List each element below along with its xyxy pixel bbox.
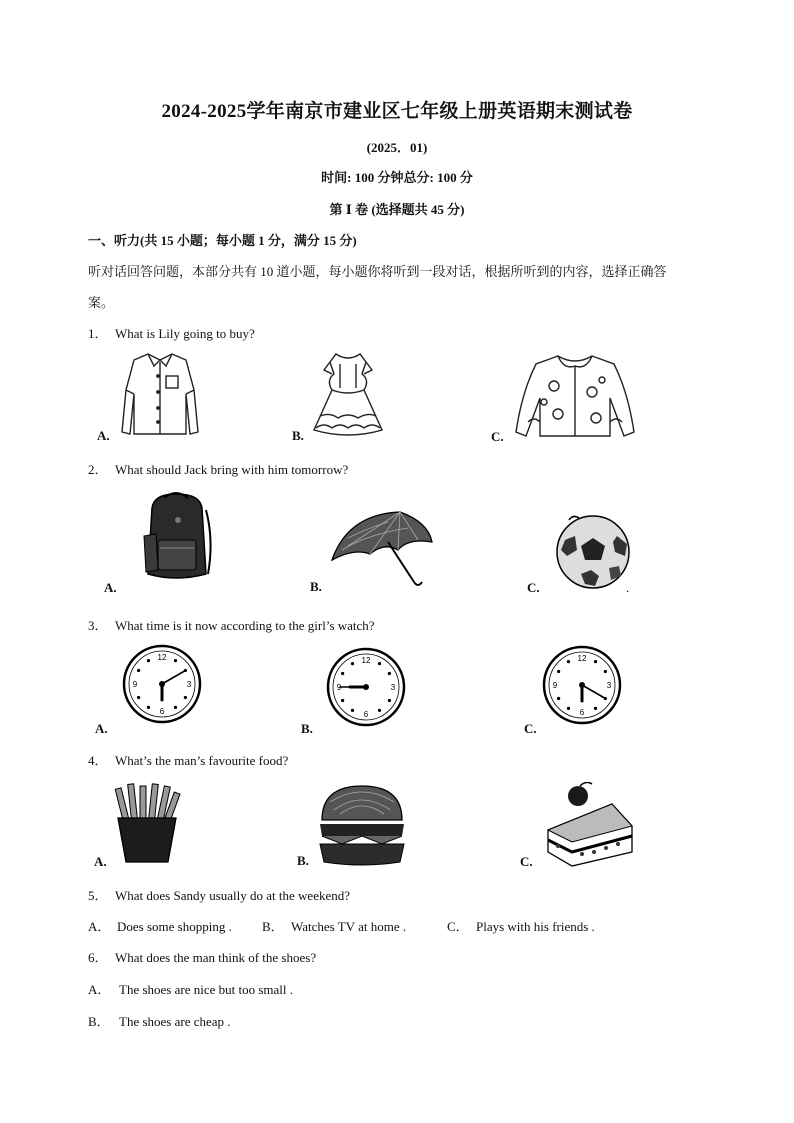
question-number: 5．: [88, 888, 108, 903]
svg-text:6: 6: [579, 708, 585, 717]
option-label: B．: [262, 919, 284, 934]
backpack-icon[interactable]: [140, 490, 214, 582]
option-text: The shoes are cheap .: [119, 1014, 231, 1029]
svg-text:3: 3: [390, 683, 396, 692]
dress-icon[interactable]: [310, 350, 386, 438]
shirt-icon[interactable]: [120, 350, 200, 438]
instruction-line-2: 案。: [88, 295, 115, 310]
option-c-label[interactable]: C.: [520, 854, 533, 869]
svg-text:3: 3: [606, 681, 612, 690]
volume-heading: 第 Ⅰ 卷 (选择题共 45 分): [329, 202, 465, 217]
svg-text:12: 12: [577, 654, 587, 663]
section-heading: 一、听力(共 15 小题；每小题 1 分，满分 15 分): [88, 233, 357, 248]
question-text: What time is it now according to the girl’s watch?: [115, 618, 375, 633]
svg-text:9: 9: [552, 681, 558, 690]
option-c[interactable]: [447, 916, 595, 935]
exam-date: (2025．01): [366, 140, 428, 155]
fries-icon[interactable]: [112, 782, 184, 864]
question-text: What should Jack bring with him tomorrow?: [115, 462, 349, 477]
option-b[interactable]: [262, 916, 406, 935]
stray-mark: .: [626, 580, 630, 595]
hamburger-icon[interactable]: [318, 784, 406, 866]
option-text: Watches TV at home .: [291, 919, 407, 934]
question-4: [88, 750, 288, 769]
question-text: What is Lily going to buy?: [115, 326, 255, 341]
question-number: 6．: [88, 950, 108, 965]
question-text: What does the man think of the shoes?: [115, 950, 317, 965]
option-a[interactable]: [88, 916, 232, 935]
question-number: 3．: [88, 618, 108, 633]
svg-text:6: 6: [159, 707, 165, 716]
question-number: 4．: [88, 753, 108, 768]
option-a-label[interactable]: A.: [94, 854, 107, 869]
option-label: C．: [447, 919, 469, 934]
option-c-label[interactable]: C.: [524, 721, 537, 736]
option-b-label[interactable]: B.: [310, 579, 322, 594]
exam-time-info: 时间: 100 分钟总分: 100 分: [321, 170, 473, 185]
question-1: [88, 323, 255, 342]
option-a[interactable]: [88, 979, 293, 998]
option-text: The shoes are nice but too small .: [119, 982, 294, 997]
instruction-line-1: 听对话回答问题，本部分共有 10 道小题，每小题你将听到一段对话，根据所听到的内容，选择正确答: [88, 264, 667, 279]
clock-icon[interactable]: [120, 642, 204, 726]
option-a-label[interactable]: A.: [95, 721, 108, 736]
clock-icon[interactable]: [540, 643, 624, 727]
svg-text:6: 6: [363, 710, 369, 719]
question-text: What’s the man’s favourite food?: [115, 753, 289, 768]
football-icon[interactable]: [551, 510, 635, 590]
question-2: [88, 459, 348, 478]
page-title: 2024-2025学年南京市建业区七年级上册英语期末测试卷: [161, 101, 633, 122]
option-b[interactable]: [88, 1011, 231, 1030]
option-b-label[interactable]: B.: [297, 853, 309, 868]
option-a-label[interactable]: A.: [97, 428, 110, 443]
option-text: Does some shopping .: [117, 919, 232, 934]
question-6: [88, 947, 316, 966]
cake-icon[interactable]: [542, 782, 636, 868]
svg-text:12: 12: [361, 656, 371, 665]
question-5: [88, 885, 350, 904]
option-label: B．: [88, 1014, 110, 1029]
jacket-icon[interactable]: [514, 352, 636, 440]
option-c-label[interactable]: C.: [527, 580, 540, 595]
svg-text:12: 12: [157, 653, 167, 662]
option-b-label[interactable]: B.: [301, 721, 313, 736]
option-c-label[interactable]: C.: [491, 429, 504, 444]
option-a-label[interactable]: A.: [104, 580, 117, 595]
option-b-label[interactable]: B.: [292, 428, 304, 443]
svg-text:3: 3: [186, 680, 192, 689]
option-label: A．: [88, 982, 111, 997]
question-number: 1．: [88, 326, 108, 341]
question-3: [88, 615, 375, 634]
umbrella-icon[interactable]: [328, 508, 436, 590]
question-text: What does Sandy usually do at the weekend?: [115, 888, 351, 903]
svg-text:9: 9: [336, 683, 342, 692]
question-number: 2．: [88, 462, 108, 477]
option-label: A．: [88, 919, 111, 934]
option-text: Plays with his friends .: [476, 919, 595, 934]
svg-text:9: 9: [132, 680, 138, 689]
clock-icon[interactable]: [324, 645, 408, 729]
